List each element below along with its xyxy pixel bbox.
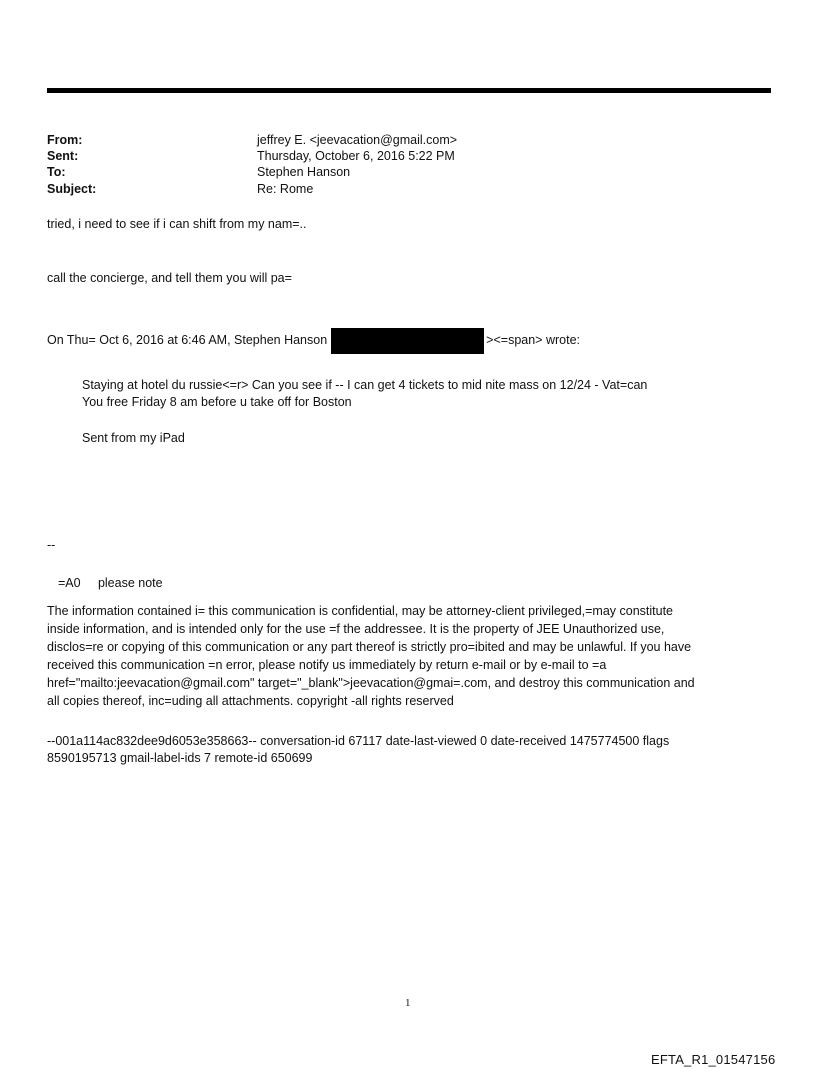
to-label: To:: [47, 165, 66, 179]
quote-intro-suffix: ><=span> wrote:: [486, 333, 580, 347]
quoted-signature: Sent from my iPad: [82, 431, 185, 445]
sent-value: Thursday, October 6, 2016 5:22 PM: [257, 149, 455, 163]
sent-label: Sent:: [47, 149, 79, 163]
disclaimer-line: disclos=re or copying of this communication or any part thereof is strictly pro=ibited and may be unlawful. If you have: [47, 640, 692, 654]
disclaimer-line: href="mailto:jeevacation@gmail.com" target="_blank">jeevacation@gmai=.com, and destroy this communication and: [47, 676, 695, 690]
subject-value: Re: Rome: [257, 182, 314, 196]
bates-id: EFTA_R1_01547156: [651, 1052, 776, 1067]
meta-line: --001a114ac832dee9d6053e358663-- conversation-id 67117 date-last-viewed 0 date-received 1475774500 flags: [47, 734, 670, 748]
disclaimer-line: The information contained i= this communication is confidential, may be attorney-client privileged,=may constitute: [47, 604, 674, 618]
redaction-box: [331, 328, 484, 354]
subject-label: Subject:: [47, 182, 97, 196]
body-line-1: tried, i need to see if i can shift from my nam=..: [47, 217, 307, 231]
body-line-2: call the concierge, and tell them you will pa=: [47, 271, 292, 285]
disclaimer: [47, 602, 695, 710]
please-note: =A0 please note: [58, 576, 163, 590]
signature-separator: --: [47, 538, 56, 552]
disclaimer-line: all copies thereof, inc=uding all attachments. copyright -all rights reserved: [47, 694, 454, 708]
disclaimer-line: received this communication =n error, please notify us immediately by return e-mail or by e-mail to =a: [47, 658, 607, 672]
quoted-line-2: You free Friday 8 am before u take off for Boston: [82, 395, 352, 409]
page-number: 1: [405, 997, 411, 1009]
meta-line: 8590195713 gmail-label-ids 7 remote-id 650699: [47, 751, 313, 765]
header-rule: [47, 88, 771, 93]
from-value: jeffrey E. <jeevacation@gmail.com>: [257, 133, 458, 147]
to-value: Stephen Hanson: [257, 165, 351, 179]
quote-intro: [47, 327, 580, 354]
from-label: From:: [47, 133, 83, 147]
quoted-line-1: Staying at hotel du russie<=r> Can you see if -- I can get 4 tickets to mid nite mass on 12/24 - Vat=can: [82, 378, 648, 392]
quote-intro-prefix: On Thu= Oct 6, 2016 at 6:46 AM, Stephen Hanson: [47, 333, 328, 347]
disclaimer-line: inside information, and is intended only for the use =f the addressee. It is the property of JEE Unauthorized use,: [47, 622, 665, 636]
